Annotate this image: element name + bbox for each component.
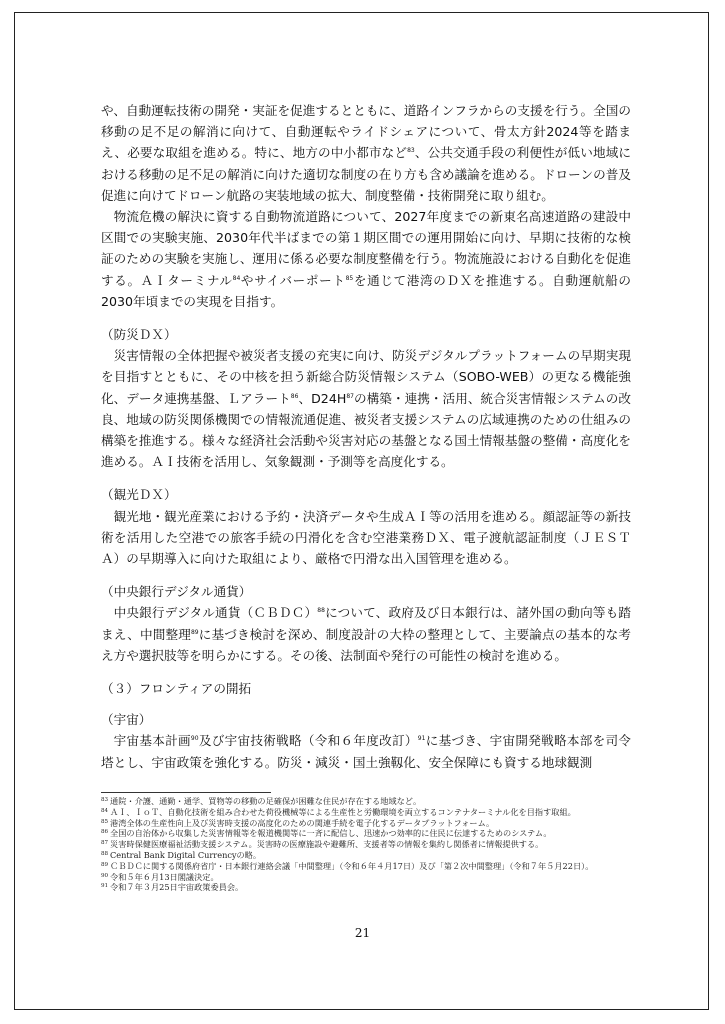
text: 宇宙基本計画: [113, 733, 191, 749]
paragraph-logistics: [101, 206, 631, 312]
text: の構築・連携・活用、統合災害情報システムの改良、地域の防災関係機関での情報流通促進、被災者支援システムの広域連携のための仕組みの構築を推進する。様々な経済社会活動や災害対応の基盤となる国土情報基盤の整備・高度化を進める。ＡＩ技術を活用し、気象観測・予測等を高度化する。: [101, 390, 631, 470]
footnote-84: [101, 807, 631, 818]
footnote-text: Central Bank Digital Currencyの略。: [110, 849, 262, 860]
paragraph-bousai: [101, 345, 631, 472]
footnote-text: 全国の自治体から収集した災害情報等を報道機関等に一斉に配信し、迅速かつ効率的に住民に伝達するためのシステム。: [110, 828, 552, 839]
heading-kankou-dx: （観光ＤＸ）: [101, 487, 177, 503]
footnote-ref-91[interactable]: 91: [417, 735, 426, 743]
text: 物流危機の解決に資する自動物流道路について、2027年度までの新東名高速道路の建設中区間での実験実施、2030年代半ばまでの第１期区間での運用開始に向け、早期に技術的な検証のための実験を実施し、運用に係る必要な制度整備を行う。物流施設における自動化を促進する。ＡＩターミナル: [101, 209, 631, 288]
text: を通じて港湾のＤＸを推進する。自動運航船の2030年頃までの実現を目指す。: [101, 272, 631, 309]
paragraph-uchu: [101, 730, 631, 772]
footnote-number: 86: [101, 829, 109, 836]
footnote-number: 87: [101, 840, 109, 847]
footnote-ref-88[interactable]: 88: [317, 607, 325, 615]
page-number: 21: [354, 926, 371, 940]
footnote-ref-87[interactable]: 87: [346, 392, 354, 400]
paragraph-mobility: [101, 100, 631, 206]
text: 中央銀行デジタル通貨（ＣＢＤＣ）: [113, 605, 318, 621]
text: について、政府及び日本銀行は、諸外国の動向等も踏まえ、中間整理: [101, 605, 631, 642]
text: に基づき検討を深め、制度設計の大枠の整理として、主要論点の基本的な考え方や選択肢等を明らかにする。その後、法制面や発行の可能性の検討を進める。: [101, 626, 631, 663]
footnote-88: [101, 850, 631, 861]
text: に基づき、宇宙開発戦略本部を司令塔とし、宇宙政策を強化する。防災・減災・国土強靱化、安全保障にも資する地球観測: [101, 733, 632, 770]
footnote-number: 90: [101, 872, 109, 879]
footnote-number: 83: [101, 797, 109, 803]
text: 、公共交通手段の利便性が低い地域における移動の足不足の解消に向けた適切な制度の在り方も含め議論を進める。ドローンの普及促進に向けてドローン航路の実装地域の拡大、制度整備・技術開発に取り組む。: [101, 145, 632, 203]
footnote-text: 通院・介護、通勤・通学、買物等の移動の足確保が困難な住民が存在する地域など。: [110, 796, 422, 806]
footnote-89: [101, 861, 631, 872]
text: 災害情報の全体把握や被災者支援の充実に向け、防災デジタルプラットフォームの早期実現を目指すとともに、その中核を担う新総合防災情報システム（SOBO-WEB）の更なる機能強化、データ連携基盤、Ｌアラート: [101, 348, 631, 406]
footnote-number: 91: [101, 883, 109, 890]
footnote-divider: [101, 792, 271, 793]
footnote-number: 88: [101, 850, 109, 857]
footnote-ref-86[interactable]: 86: [290, 392, 299, 400]
footnote-text: 港湾全体の生産性向上及び災害時支援の高度化のための関連手続を電子化するデータプラットフォーム。: [110, 817, 495, 828]
footnote-ref-89[interactable]: 89: [190, 628, 199, 636]
footnote-90: [101, 872, 631, 883]
footnote-85: [101, 818, 631, 829]
footnote-text: 令和７年３月25日宇宙政策委員会。: [110, 882, 244, 893]
footnote-number: 85: [101, 818, 109, 825]
text: 及び宇宙技術戦略（令和６年度改訂）: [198, 733, 418, 749]
text: や、自動運転技術の開発・実証を促進するとともに、道路インフラからの支援を行う。全国の移動の足不足の解消に向けて、自動運転やライドシェアについて、骨太方針2024等を踏まえ、必要な取組を進める。特に、地方の中小都市など: [101, 103, 631, 161]
footnote-ref-84[interactable]: 84: [232, 274, 241, 282]
footnote-ref-90[interactable]: 90: [190, 735, 199, 743]
footnote-87: [101, 839, 631, 850]
footnote-83: [101, 796, 631, 807]
footnote-text: 災害時保健医療福祉活動支援システム。災害時の医療施設や避難所、支援者等の情報を集約し関係者に情報提供する。: [110, 839, 544, 850]
body-text: [101, 100, 631, 773]
heading-uchu: （宇宙）: [101, 712, 152, 728]
footnote-text: ＡＩ、ＩｏＴ、自動化技術を組み合わせた荷役機械等による生産性と労働環境を両立するコンテナターミナル化を目指す取組。: [110, 806, 576, 817]
footnote-ref-83[interactable]: 83: [407, 147, 415, 155]
paragraph-kankou: 観光地・観光産業における予約・決済データや生成ＡＩ等の活用を進める。顔認証等の新技術を活用した空港での旅客手続の円滑化を含む空港業務ＤＸ、電子渡航認証制度（ＪＥＳＴＡ）の早期導入に向けた取組により、厳格で円滑な出入国管理を進める。: [101, 508, 631, 567]
heading-bousai-dx: （防災ＤＸ）: [101, 327, 177, 343]
footnote-number: 89: [101, 861, 109, 868]
footnote-86: [101, 828, 631, 839]
heading-frontier: （３）フロンティアの開拓: [101, 681, 252, 697]
heading-cbdc: （中央銀行デジタル通貨）: [101, 584, 252, 600]
footnote-91: [101, 882, 631, 893]
footnote-text: ＣＢＤＣに関する関係府省庁・日本銀行連絡会議「中間整理」（令和６年４月17日）及び「第２次中間整理」（令和７年５月22日）。: [110, 860, 594, 871]
text: 、D24H: [298, 390, 347, 406]
text: やサイバーポート: [240, 272, 346, 288]
footnote-ref-85[interactable]: 85: [345, 274, 354, 282]
footnote-text: 令和５年６月13日閣議決定。: [110, 871, 219, 882]
paragraph-cbdc: [101, 602, 631, 666]
footnotes: [101, 796, 631, 893]
footnote-number: 84: [101, 807, 109, 814]
